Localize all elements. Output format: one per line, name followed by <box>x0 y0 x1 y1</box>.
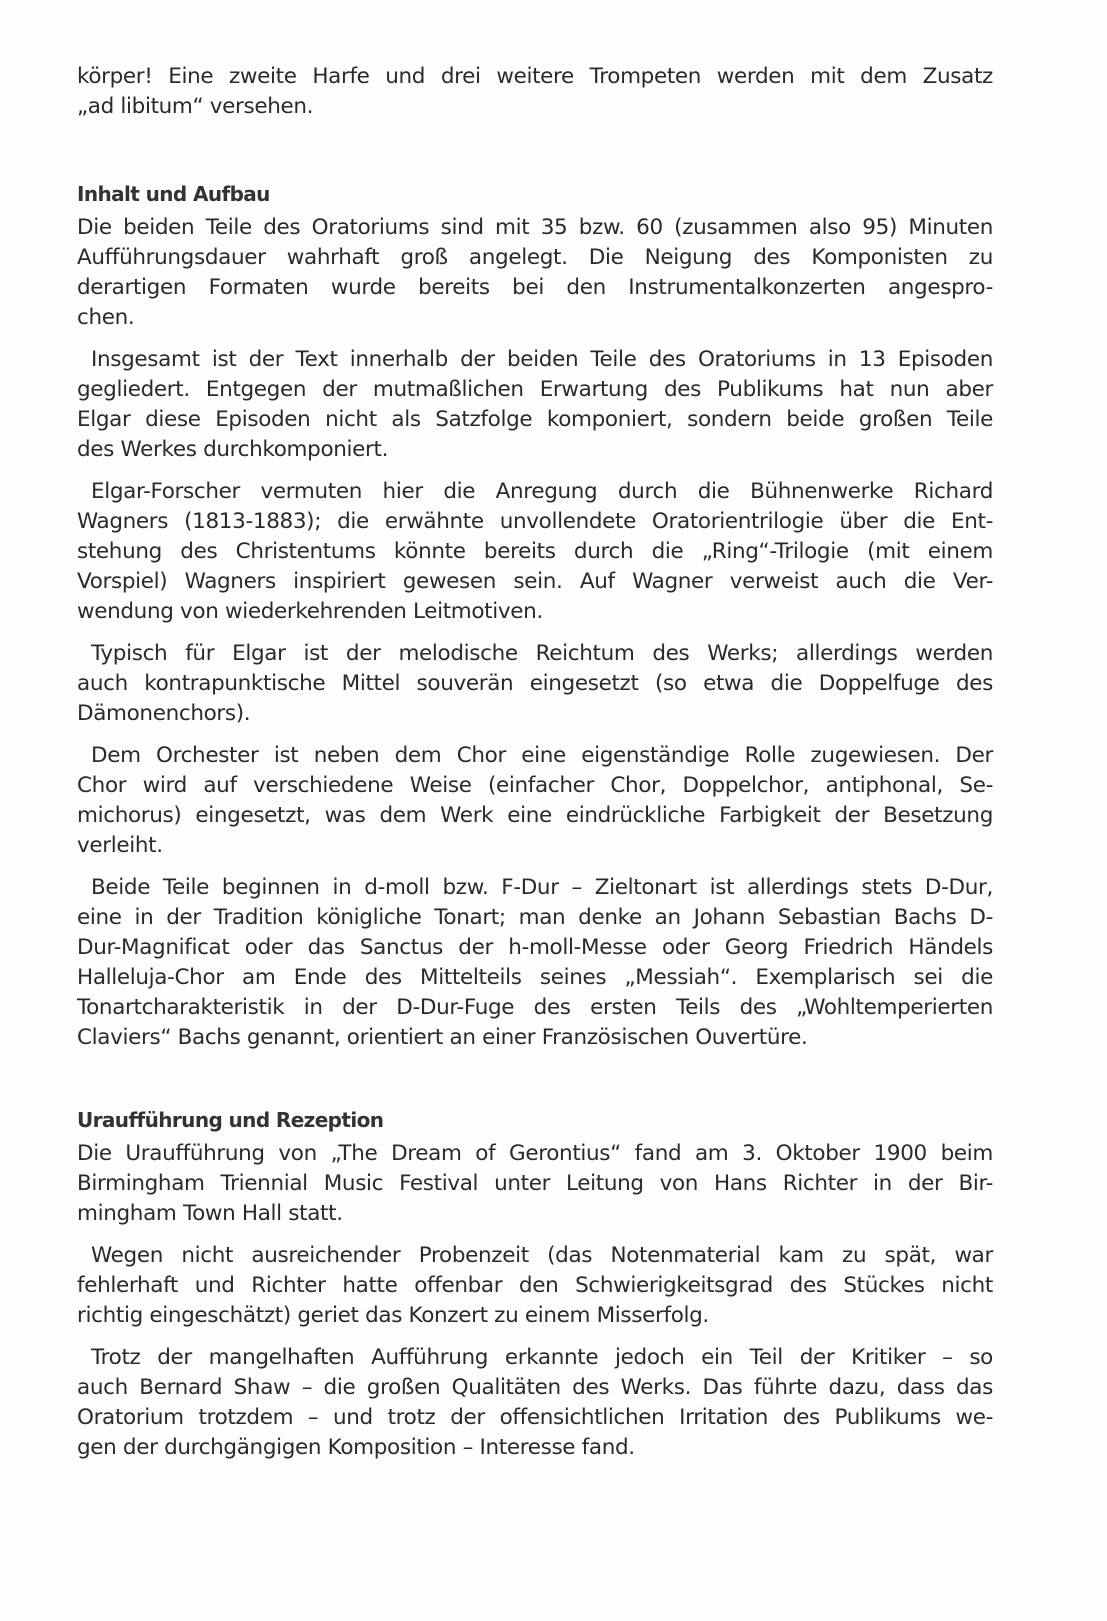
text-line: auch kontrapunktische Mittel souverän eingesetzt (so etwa die Doppelfuge des <box>77 671 993 696</box>
paragraph <box>77 477 993 627</box>
text-line: Halleluja-Chor am Ende des Mittelteils seines „Messiah“. Exemplarisch sei die <box>77 965 993 990</box>
paragraph <box>77 345 993 465</box>
text-line: Beide Teile beginnen in d-moll bzw. F-Dur – Zieltonart ist allerdings stets D-Dur, <box>91 875 993 900</box>
text-line: mingham Town Hall statt. <box>77 1201 343 1226</box>
text-line: derartigen Formaten wurde bereits bei den Instrumentalkonzerten angespro- <box>77 275 993 300</box>
text-line: auch Bernard Shaw – die großen Qualitäten des Werks. Das führte dazu, dass das <box>77 1375 993 1400</box>
text-line: Wegen nicht ausreichender Probenzeit (das Notenmaterial kam zu spät, war <box>91 1243 993 1268</box>
text-line: Dämonenchors). <box>77 701 251 726</box>
text-line: Vorspiel) Wagners inspiriert gewesen sein. Auf Wagner verweist auch die Ver- <box>77 569 993 594</box>
intro-paragraph <box>77 62 993 122</box>
text-line: „ad libitum“ versehen. <box>77 94 314 119</box>
section-heading: Inhalt und Aufbau <box>77 182 270 206</box>
text-line: richtig eingeschätzt) geriet das Konzert zu einem Misserfolg. <box>77 1303 709 1328</box>
text-line: eine in der Tradition königliche Tonart; man denke an Johann Sebastian Bachs D- <box>77 905 993 930</box>
text-line: chen. <box>77 305 135 330</box>
section-urauffuehrung-und-rezeption <box>77 1105 993 1463</box>
text-line: Die beiden Teile des Oratoriums sind mit 35 bzw. 60 (zusammen also 95) Minuten <box>77 215 993 240</box>
paragraph <box>77 873 993 1053</box>
text-line: Oratorium trotzdem – und trotz der offensichtlichen Irritation des Publikums we- <box>77 1405 993 1430</box>
section-inhalt-und-aufbau <box>77 179 993 1053</box>
text-line: Typisch für Elgar ist der melodische Reichtum des Werks; allerdings werden <box>91 641 993 666</box>
text-line: Trotz der mangelhaften Aufführung erkannte jedoch ein Teil der Kritiker – so <box>91 1345 993 1370</box>
text-line: Tonartcharakteristik in der D-Dur-Fuge des ersten Teils des „Wohltemperierten <box>77 995 993 1020</box>
text-line: Dem Orchester ist neben dem Chor eine eigenständige Rolle zugewiesen. Der <box>91 743 993 768</box>
text-line: Dur-Magnificat oder das Sanctus der h-moll-Messe oder Georg Friedrich Händels <box>77 935 993 960</box>
text-line: Elgar-Forscher vermuten hier die Anregung durch die Bühnenwerke Richard <box>91 479 993 504</box>
text-line: wendung von wiederkehrenden Leitmotiven. <box>77 599 543 624</box>
paragraph <box>77 1343 993 1463</box>
paragraph <box>77 213 993 333</box>
text-line: Die Uraufführung von „The Dream of Gerontius“ fand am 3. Oktober 1900 beim <box>77 1141 993 1166</box>
text-line: fehlerhaft und Richter hatte offenbar den Schwierigkeitsgrad des Stückes nicht <box>77 1273 993 1298</box>
text-line: Aufführungsdauer wahrhaft groß angelegt. Die Neigung des Komponisten zu <box>77 245 993 270</box>
text-line: michorus) eingesetzt, was dem Werk eine eindrückliche Farbigkeit der Besetzung <box>77 803 993 828</box>
text-line: Elgar diese Episoden nicht als Satzfolge komponiert, sondern beide großen Teile <box>77 407 993 432</box>
text-line: Wagners (1813-1883); die erwähnte unvollendete Oratorientrilogie über die Ent- <box>77 509 993 534</box>
text-line: Chor wird auf verschiedene Weise (einfacher Chor, Doppelchor, antiphonal, Se- <box>77 773 993 798</box>
text-line: des Werkes durchkomponiert. <box>77 437 389 462</box>
section-heading: Uraufführung und Rezeption <box>77 1108 384 1132</box>
paragraph <box>77 639 993 729</box>
paragraph <box>77 1139 993 1229</box>
paragraph <box>77 1241 993 1331</box>
text-line: gen der durchgängigen Komposition – Interesse fand. <box>77 1435 635 1460</box>
text-line: gegliedert. Entgegen der mutmaßlichen Erwartung des Publikums hat nun aber <box>77 377 993 402</box>
text-line: körper! Eine zweite Harfe und drei weitere Trompeten werden mit dem Zusatz <box>77 64 993 89</box>
document-page <box>77 62 993 1475</box>
text-line: Claviers“ Bachs genannt, orientiert an einer Französischen Ouvertüre. <box>77 1025 808 1050</box>
paragraph <box>77 741 993 861</box>
text-line: Insgesamt ist der Text innerhalb der beiden Teile des Oratoriums in 13 Episoden <box>91 347 993 372</box>
text-line: stehung des Christentums könnte bereits durch die „Ring“-Trilogie (mit einem <box>77 539 993 564</box>
text-line: Birmingham Triennial Music Festival unter Leitung von Hans Richter in der Bir- <box>77 1171 993 1196</box>
text-line: verleiht. <box>77 833 163 858</box>
